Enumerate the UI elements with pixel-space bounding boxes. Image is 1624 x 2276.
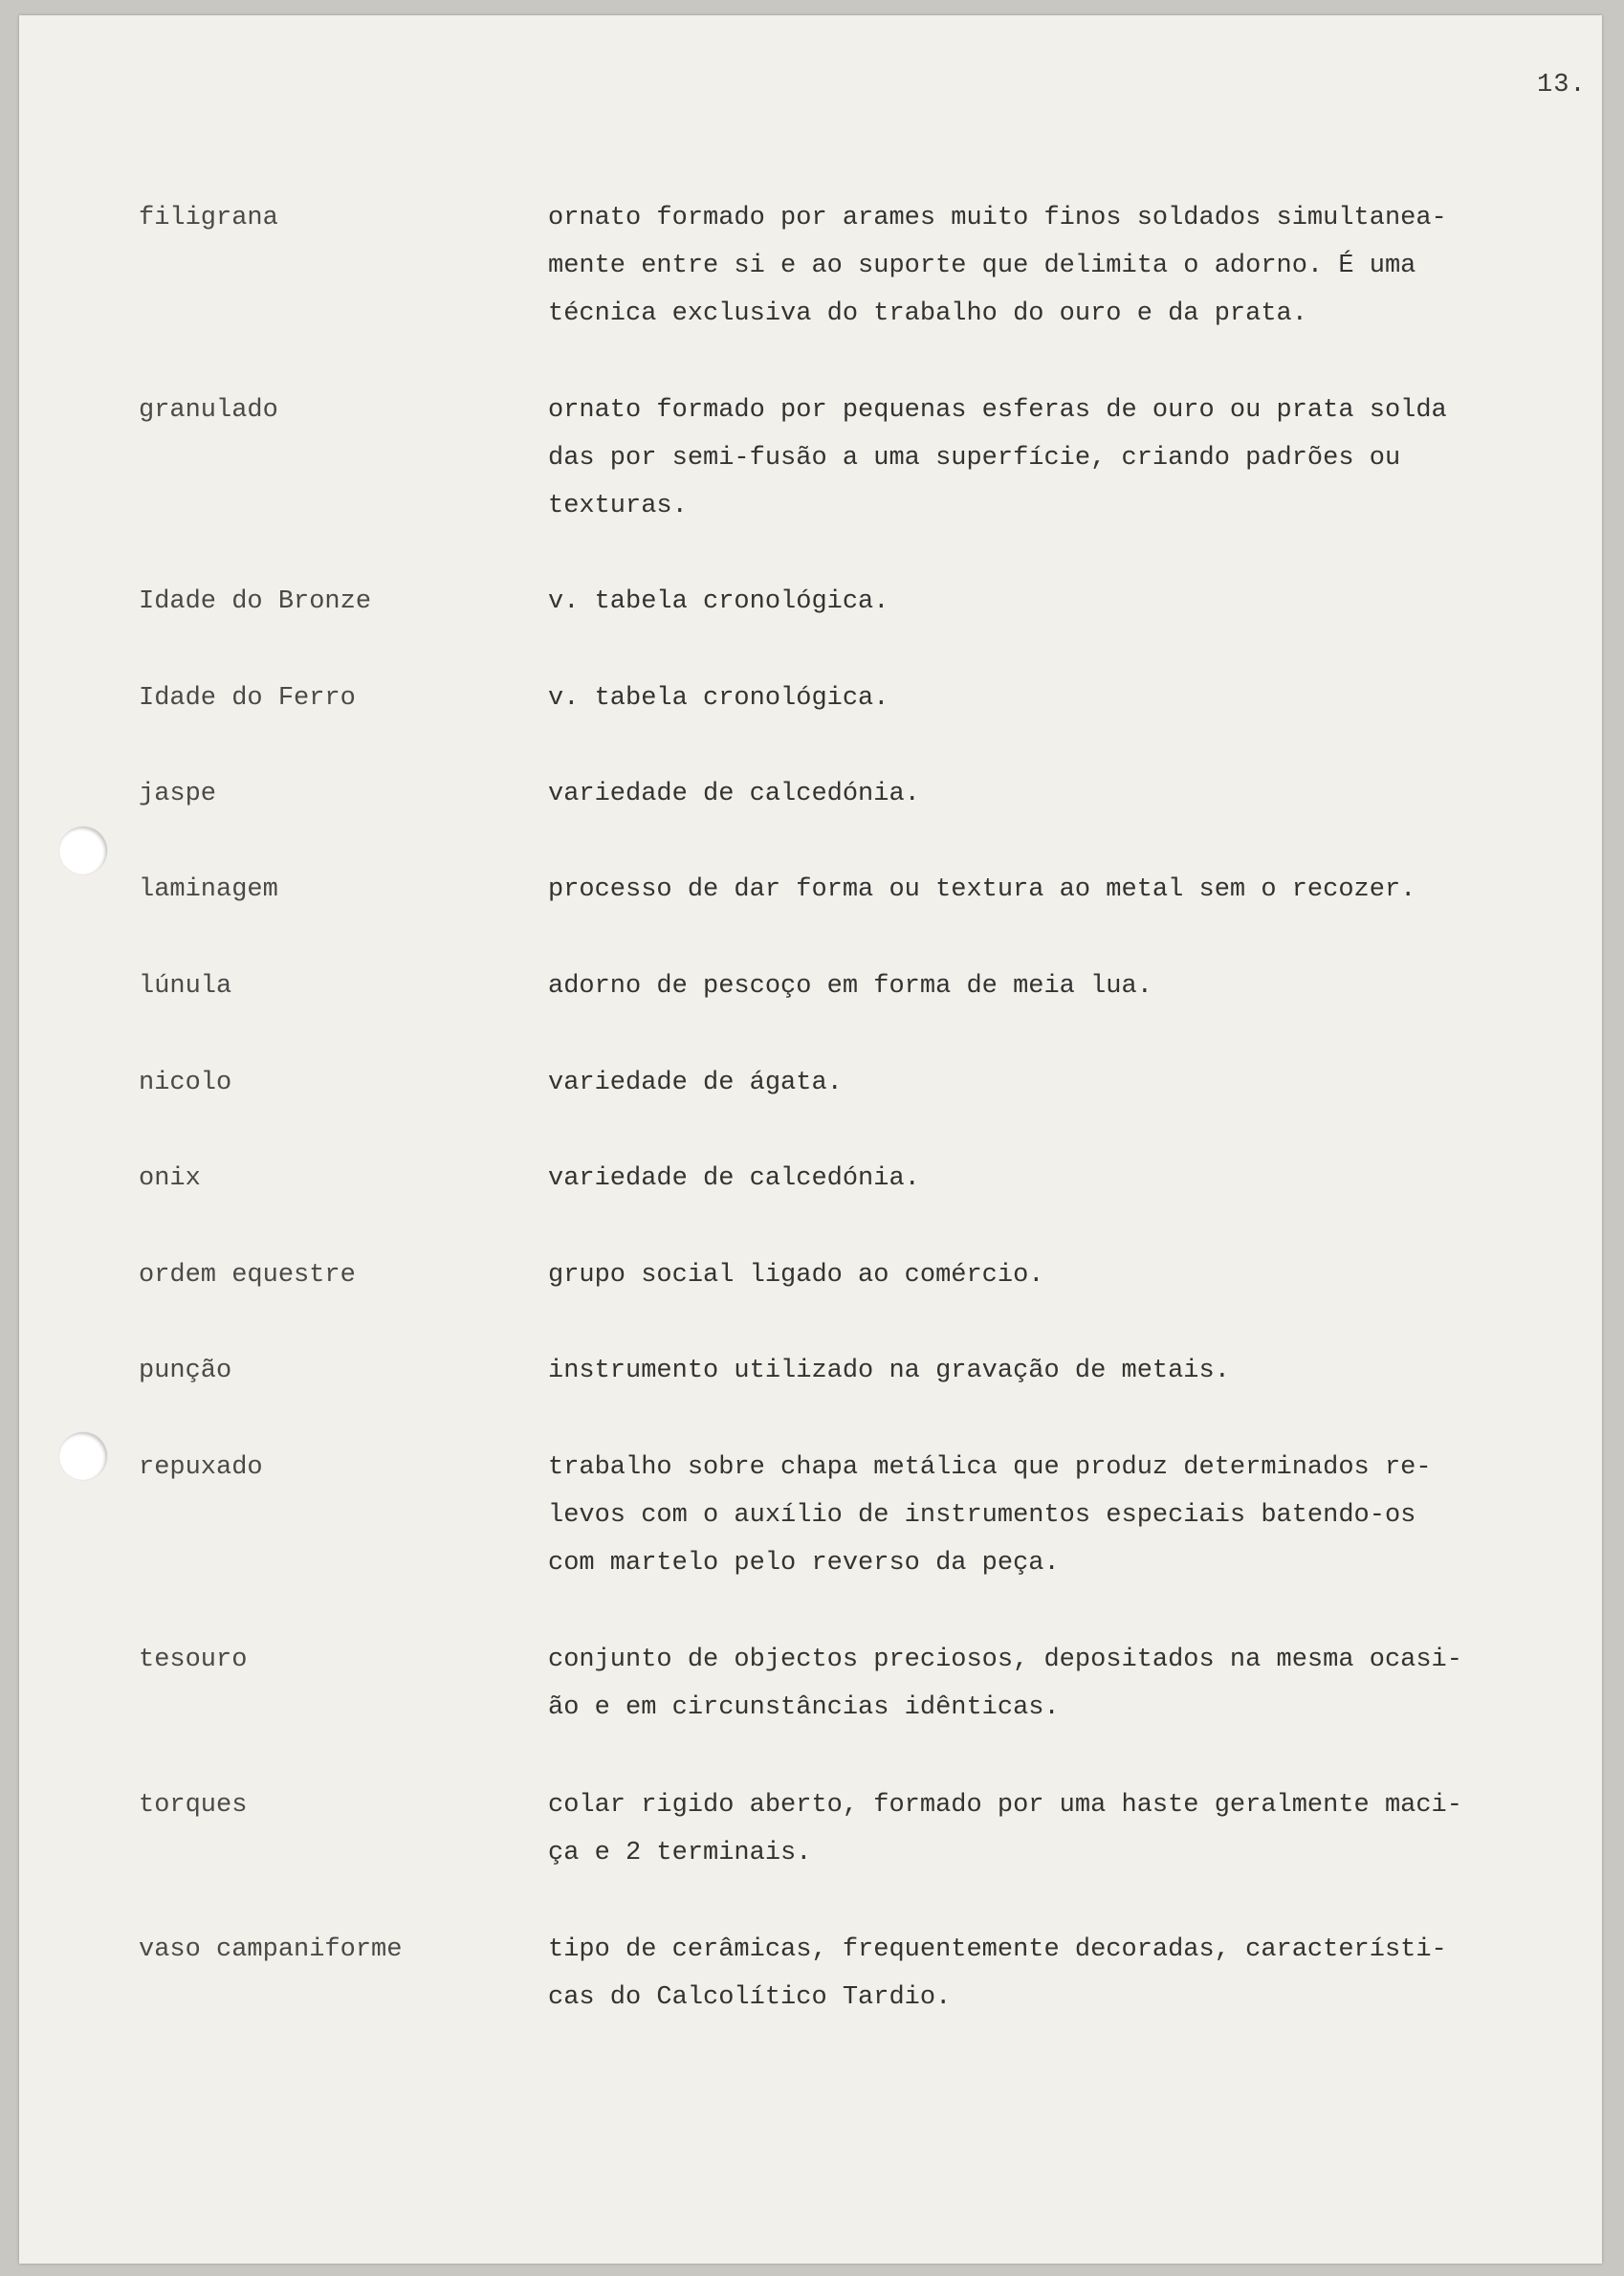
glossary-definition bbox=[548, 1781, 1462, 1877]
glossary-term: Idade do Ferro bbox=[139, 684, 356, 713]
definition-line: levos com o auxílio de instrumentos especiais batendo-os bbox=[548, 1501, 1416, 1530]
glossary-term: onix bbox=[139, 1164, 201, 1193]
glossary-term: punção bbox=[139, 1357, 232, 1385]
glossary-term: tesouro bbox=[139, 1646, 248, 1674]
glossary-definition bbox=[548, 770, 920, 818]
definition-line: técnica exclusiva do trabalho do ouro e da prata. bbox=[548, 299, 1307, 328]
definition-line: adorno de pescoço em forma de meia lua. bbox=[548, 972, 1152, 1001]
definition-line: cas do Calcolítico Tardio. bbox=[548, 1983, 952, 2012]
glossary-term: vaso campaniforme bbox=[139, 1935, 403, 1964]
glossary-definition bbox=[548, 962, 1152, 1010]
definition-line: ornato formado por arames muito finos soldados simultanea- bbox=[548, 204, 1447, 232]
page-number: 13. bbox=[1537, 71, 1587, 99]
definition-line: com martelo pelo reverso da peça. bbox=[548, 1549, 1060, 1578]
glossary-term: jaspe bbox=[139, 780, 217, 808]
definition-line: mente entre si e ao suporte que delimita o adorno. É uma bbox=[548, 252, 1416, 280]
glossary-term: laminagem bbox=[139, 875, 278, 904]
definition-line: ão e em circunstâncias idênticas. bbox=[548, 1693, 1060, 1722]
definition-line: instrumento utilizado na gravação de metais. bbox=[548, 1357, 1230, 1385]
definition-line: v. tabela cronológica. bbox=[548, 587, 889, 616]
glossary-term: nicolo bbox=[139, 1069, 232, 1097]
definition-line: ça e 2 terminais. bbox=[548, 1839, 812, 1867]
definition-line: trabalho sobre chapa metálica que produz determinados re- bbox=[548, 1453, 1432, 1482]
glossary-term: lúnula bbox=[139, 972, 232, 1001]
punch-hole-bottom bbox=[59, 1432, 107, 1480]
definition-line: grupo social ligado ao comércio. bbox=[548, 1261, 1044, 1290]
glossary-definition bbox=[548, 1636, 1462, 1732]
definition-line: variedade de ágata. bbox=[548, 1069, 843, 1097]
glossary-definition bbox=[548, 1059, 843, 1107]
glossary-definition bbox=[548, 674, 889, 722]
glossary-term: filigrana bbox=[139, 204, 278, 232]
punch-hole-top bbox=[59, 827, 107, 874]
glossary-definition bbox=[548, 194, 1447, 338]
glossary-term: torques bbox=[139, 1791, 248, 1820]
definition-line: conjunto de objectos preciosos, depositados na mesma ocasi- bbox=[548, 1646, 1462, 1674]
glossary-definition bbox=[548, 387, 1447, 530]
glossary-definition bbox=[548, 866, 1416, 914]
definition-line: colar rigido aberto, formado por uma haste geralmente maci- bbox=[548, 1791, 1462, 1820]
definition-line: tipo de cerâmicas, frequentemente decoradas, característi- bbox=[548, 1935, 1447, 1964]
glossary-definition bbox=[548, 1155, 920, 1203]
glossary-definition bbox=[548, 1926, 1447, 2022]
definition-line: processo de dar forma ou textura ao metal sem o recozer. bbox=[548, 875, 1416, 904]
definition-line: variedade de calcedónia. bbox=[548, 780, 920, 808]
glossary-term: repuxado bbox=[139, 1453, 263, 1482]
glossary-definition bbox=[548, 1251, 1043, 1299]
definition-line: v. tabela cronológica. bbox=[548, 684, 889, 713]
glossary-term: Idade do Bronze bbox=[139, 587, 372, 616]
definition-line: texturas. bbox=[548, 492, 688, 520]
glossary-term: granulado bbox=[139, 396, 278, 425]
definition-line: ornato formado por pequenas esferas de ouro ou prata solda bbox=[548, 396, 1447, 425]
glossary-term: ordem equestre bbox=[139, 1261, 356, 1290]
glossary-definition bbox=[548, 1347, 1230, 1395]
glossary-definition bbox=[548, 1444, 1432, 1587]
glossary-definition bbox=[548, 578, 889, 626]
definition-line: das por semi-fusão a uma superfície, criando padrões ou bbox=[548, 444, 1401, 473]
definition-line: variedade de calcedónia. bbox=[548, 1164, 920, 1193]
